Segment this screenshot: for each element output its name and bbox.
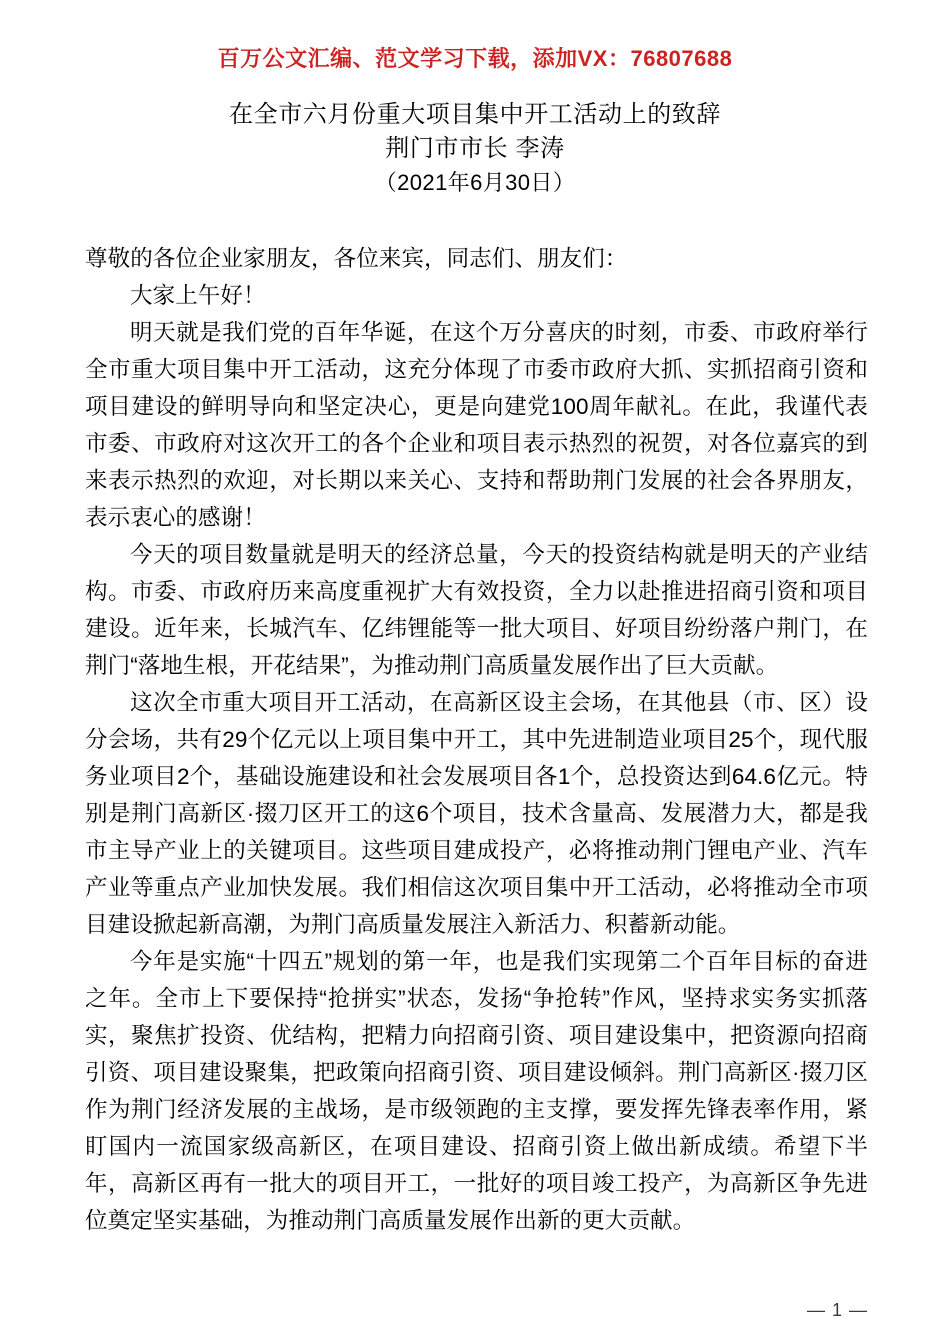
document-body: [85, 240, 868, 1239]
document-author: 荆门市市长 李涛: [385, 135, 565, 162]
page-number: — 1 —: [806, 1300, 868, 1320]
paragraph-2: 今天的项目数量就是明天的经济总量，今天的投资结构就是明天的产业结构。市委、市政府历来高度重视扩大有效投资，全力以赴推进招商引资和项目建设。近年来，长城汽车、亿纬锂能等一批大项目、好项目纷纷落户荆门，在荆门“落地生根，开花结果”，为推动荆门高质量发展作出了巨大贡献。: [85, 542, 868, 678]
paragraph-3: 这次全市重大项目开工活动，在高新区设主会场，在其他县（市、区）设分会场，共有29个亿元以上项目集中开工，其中先进制造业项目25个，现代服务业项目2个，基础设施建设和社会发展项目各1个，总投资达到64.6亿元。特别是荆门高新区·掇刀区开工的这6个项目，技术含量高、发展潜力大，都是我市主导产业上的关键项目。这些项目建成投产，必将推动荆门锂电产业、汽车产业等重点产业加快发展。我们相信这次项目集中开工活动，必将推动全市项目建设掀起新高潮，为荆门高质量发展注入新活力、积蓄新动能。: [85, 690, 868, 937]
paragraph-greeting: 大家上午好！: [130, 283, 266, 308]
paragraph-salutation: 尊敬的各位企业家朋友，各位来宾，同志们、朋友们：: [85, 246, 628, 271]
paragraph-4: 今年是实施“十四五”规划的第一年，也是我们实现第二个百年目标的奋进之年。全市上下要保持“抢拼实”状态，发扬“争抢转”作风，坚持求实务实抓落实，聚焦扩投资、优结构，把精力向招商引资、项目建设集中，把资源向招商引资、项目建设聚集，把政策向招商引资、项目建设倾斜。荆门高新区·掇刀区作为荆门经济发展的主战场，是市级领跑的主支撑，要发挥先锋表率作用，紧盯国内一流国家级高新区，在项目建设、招商引资上做出新成绩。希望下半年，高新区再有一批大的项目开工，一批好的项目竣工投产，为高新区争先进位奠定坚实基础，为推动荆门高质量发展作出新的更大贡献。: [85, 949, 868, 1233]
document-date: （2021年6月30日）: [374, 170, 576, 195]
paragraph-1: 明天就是我们党的百年华诞，在这个万分喜庆的时刻，市委、市政府举行全市重大项目集中开工活动，这充分体现了市委市政府大抓、实抓招商引资和项目建设的鲜明导向和坚定决心，更是向建党100周年献礼。在此，我谨代表市委、市政府对这次开工的各个企业和项目表示热烈的祝贺，对各位嘉宾的到来表示热烈的欢迎，对长期以来关心、支持和帮助荆门发展的社会各界朋友，表示衷心的感谢！: [85, 320, 868, 530]
document-title: 在全市六月份重大项目集中开工活动上的致辞: [229, 101, 721, 128]
promotional-banner: 百万公文汇编、范文学习下载，添加VX：76807688: [217, 46, 733, 71]
title-block: [0, 98, 950, 200]
